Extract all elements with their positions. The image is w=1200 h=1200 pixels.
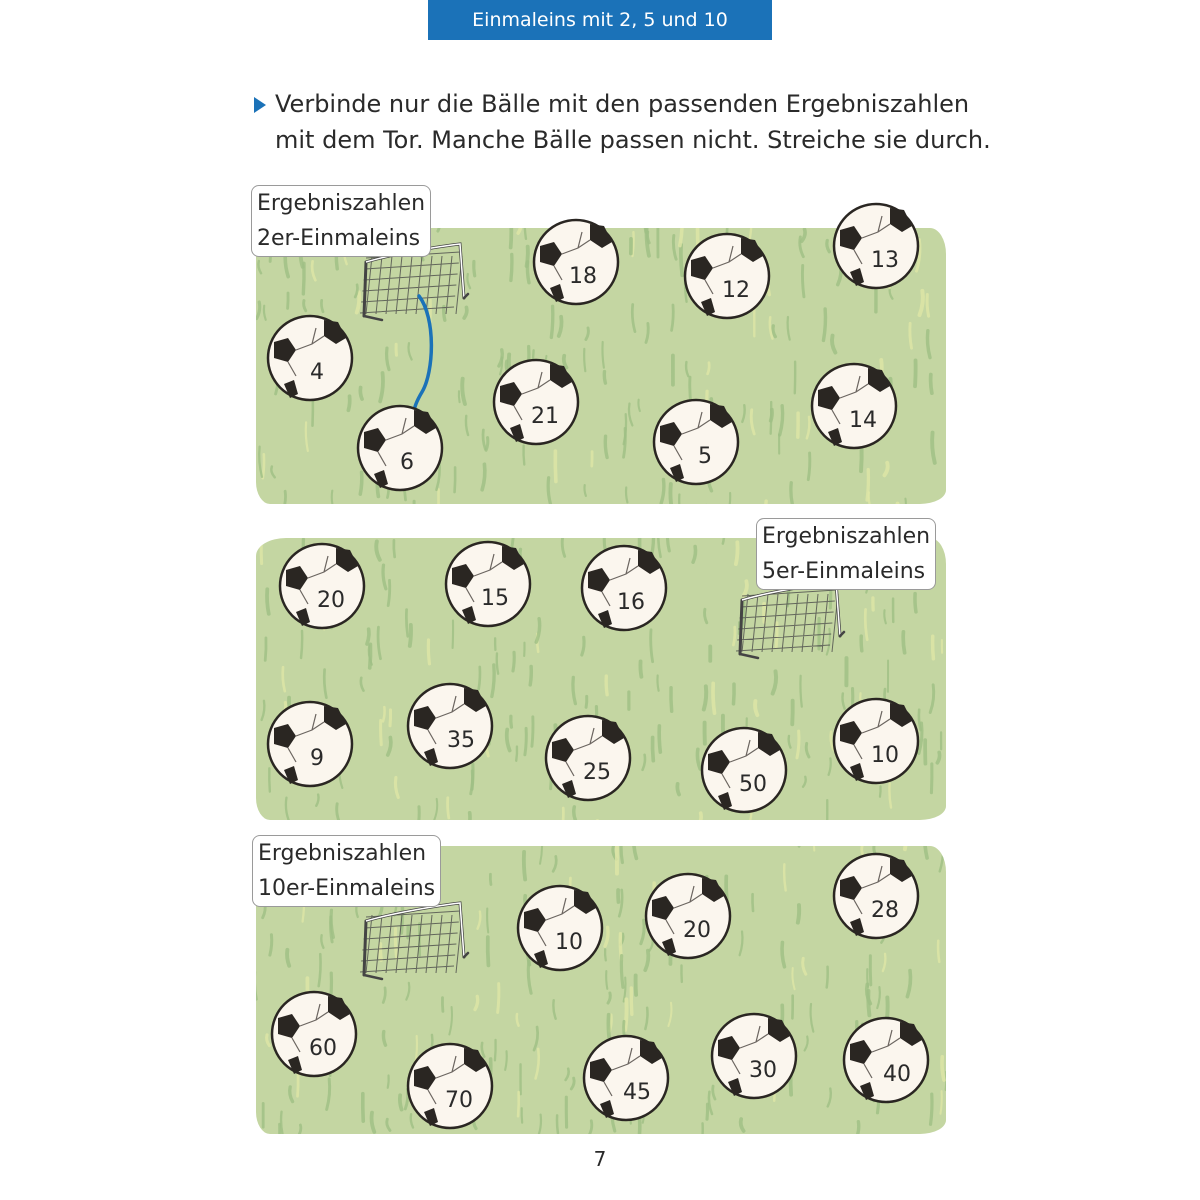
ball[interactable] — [644, 872, 732, 960]
ball-number: 50 — [739, 771, 767, 797]
ball-number: 35 — [447, 727, 475, 753]
chapter-title: Einmaleins mit 2, 5 und 10 — [472, 9, 728, 31]
ball-number: 14 — [849, 407, 877, 433]
ball[interactable] — [406, 682, 494, 770]
ball[interactable] — [710, 1012, 798, 1100]
ball-number: 4 — [310, 359, 324, 385]
ball[interactable] — [278, 542, 366, 630]
ball-number: 45 — [623, 1079, 651, 1105]
ball-number: 28 — [871, 897, 899, 923]
ball[interactable] — [683, 232, 771, 320]
ball-number: 15 — [481, 585, 509, 611]
label-line-2: 10er-Einmaleins — [258, 876, 436, 901]
label-line-2: 5er-Einmaleins — [762, 559, 926, 584]
page-number: 7 — [593, 1147, 607, 1171]
ball[interactable] — [652, 398, 740, 486]
ball[interactable] — [532, 218, 620, 306]
ball[interactable] — [492, 358, 580, 446]
ball[interactable] — [544, 714, 632, 802]
ball[interactable] — [356, 404, 444, 492]
instruction-line-1: Verbinde nur die Bälle mit den passenden Ergebniszahlen — [275, 90, 970, 118]
ball[interactable] — [266, 700, 354, 788]
label-line-2: 2er-Einmaleins — [257, 226, 421, 251]
ball[interactable] — [810, 362, 898, 450]
label-line-1: Ergebniszahlen — [258, 841, 427, 866]
ball[interactable] — [516, 884, 604, 972]
ball-number: 9 — [310, 745, 324, 771]
ball-number: 10 — [555, 929, 583, 955]
label-line-1: Ergebniszahlen — [257, 191, 426, 216]
ball[interactable] — [266, 314, 354, 402]
ball-number: 6 — [400, 449, 414, 475]
ball[interactable] — [700, 726, 788, 814]
ball-number: 60 — [309, 1035, 337, 1061]
ball-number: 5 — [698, 443, 712, 469]
ball-number: 20 — [683, 917, 711, 943]
ball-number: 18 — [569, 263, 597, 289]
label-line-1: Ergebniszahlen — [762, 524, 931, 549]
ball[interactable] — [444, 540, 532, 628]
ball[interactable] — [832, 852, 920, 940]
ball[interactable] — [406, 1042, 494, 1130]
instruction-line-2: mit dem Tor. Manche Bälle passen nicht. Streiche sie durch. — [275, 126, 991, 154]
ball-number: 20 — [317, 587, 345, 613]
ball-number: 30 — [749, 1057, 777, 1083]
ball-number: 13 — [871, 247, 899, 273]
ball[interactable] — [832, 697, 920, 785]
ball-number: 21 — [531, 403, 559, 429]
ball-number: 70 — [445, 1087, 473, 1113]
ball-number: 40 — [883, 1061, 911, 1087]
ball-number: 25 — [583, 759, 611, 785]
ball-number: 16 — [617, 589, 645, 615]
ball[interactable] — [842, 1016, 930, 1104]
ball[interactable] — [832, 202, 920, 290]
ball[interactable] — [582, 1034, 670, 1122]
ball-number: 12 — [722, 277, 750, 303]
ball[interactable] — [580, 544, 668, 632]
ball-number: 10 — [871, 742, 899, 768]
ball[interactable] — [270, 990, 358, 1078]
